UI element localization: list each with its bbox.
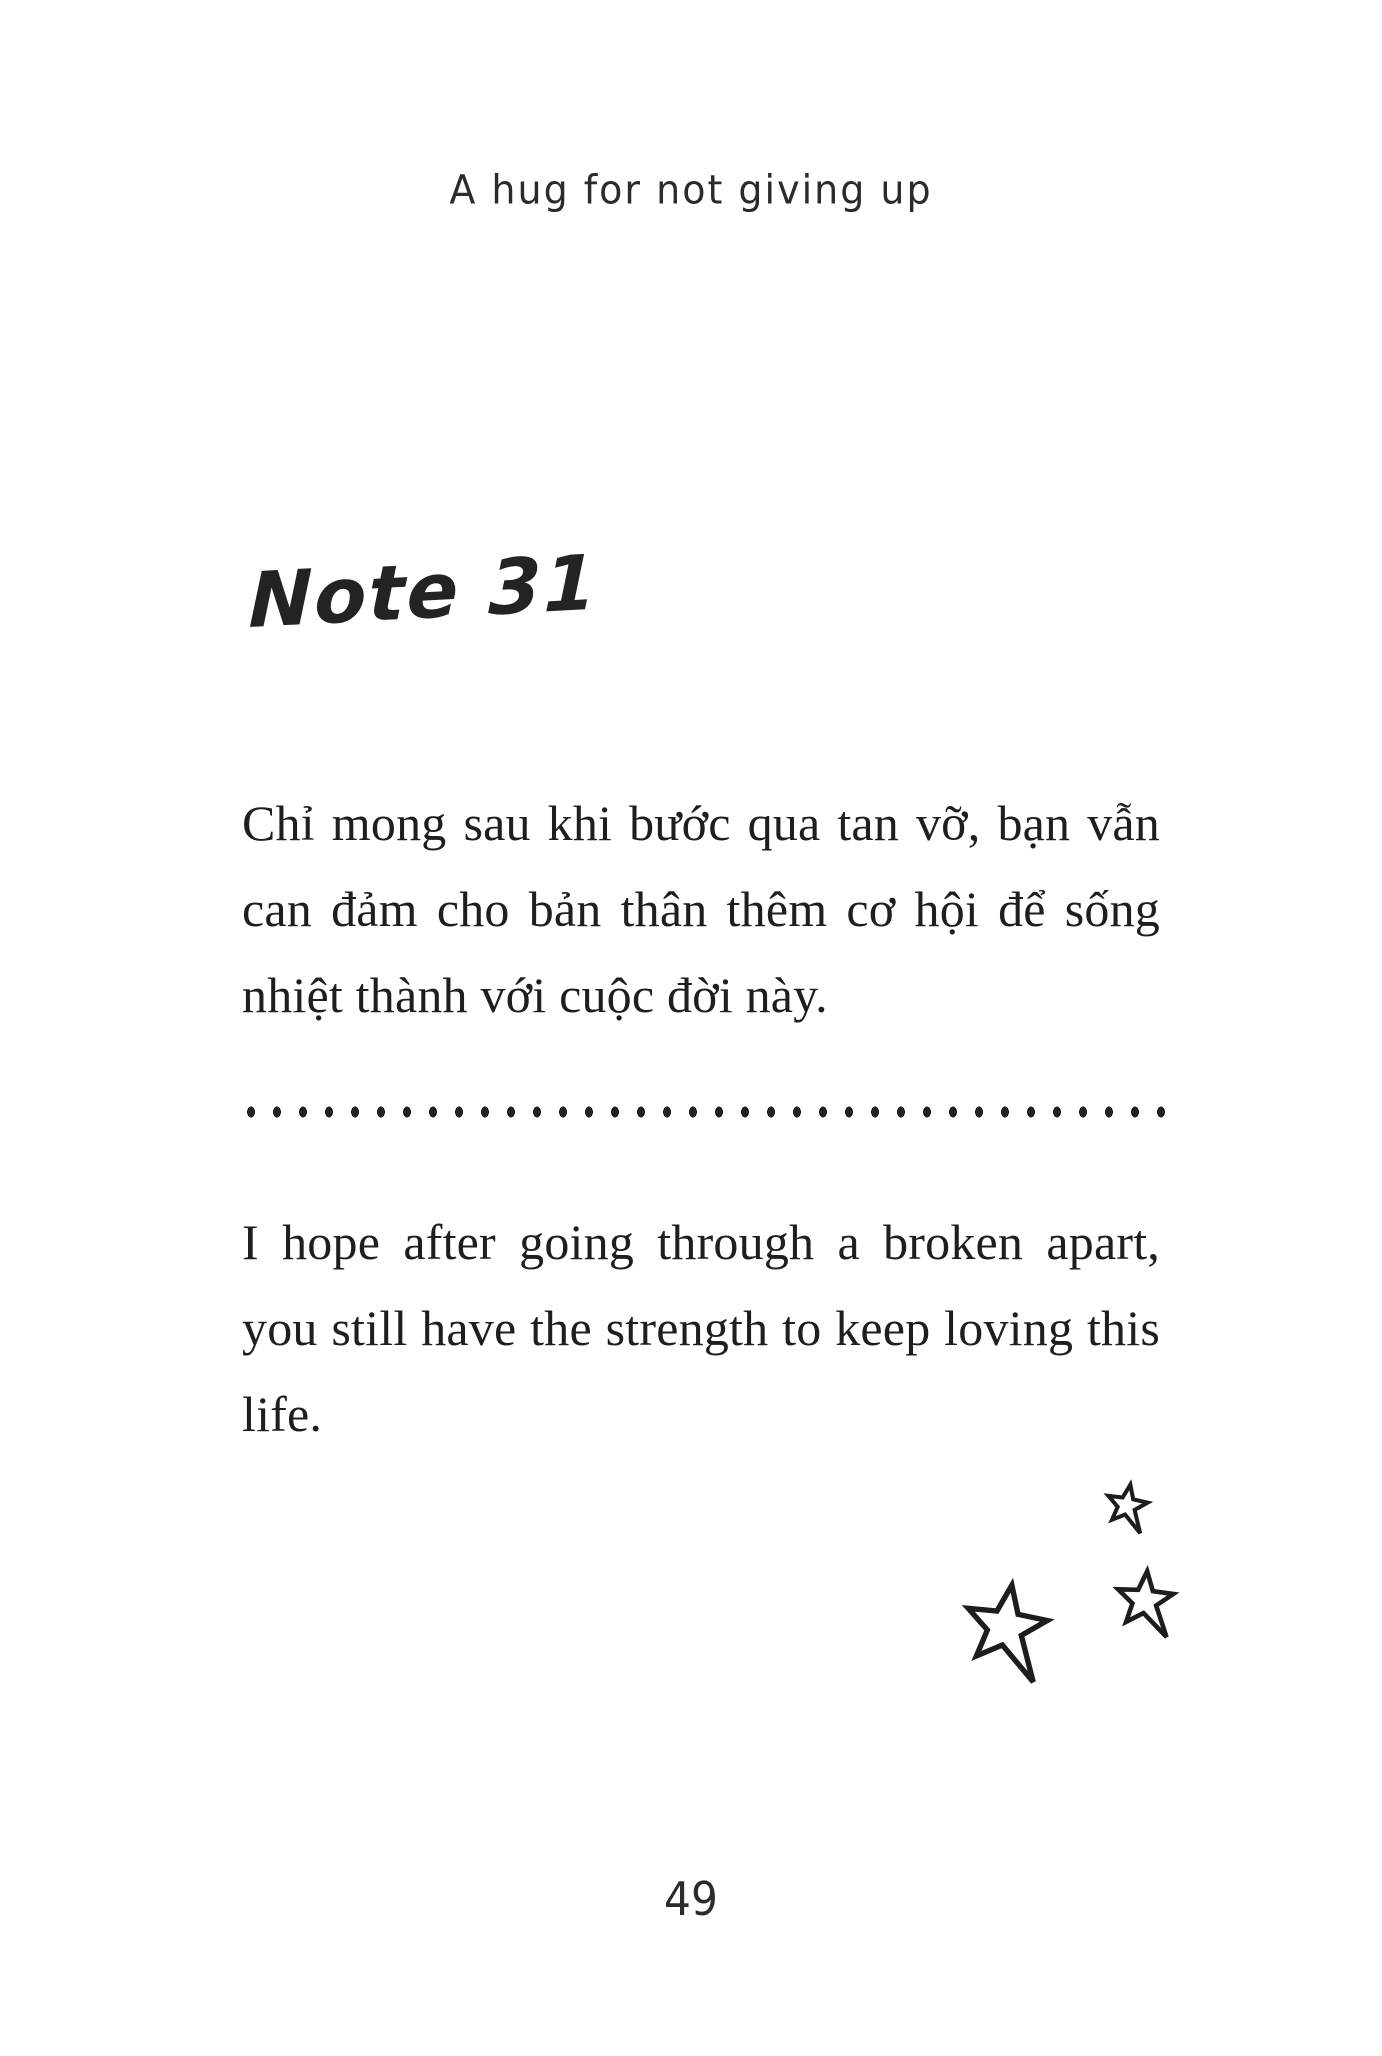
text-line: I hope after going through a broken apart, <box>242 1214 1160 1270</box>
text-line: you still have the strength to keep loving this <box>242 1300 1160 1356</box>
text-line: nhiệt thành với cuộc đời này. <box>242 967 828 1023</box>
dotted-separator <box>242 1103 1176 1121</box>
star-icon <box>944 1571 1064 1694</box>
star-icon <box>1105 1561 1184 1647</box>
vietnamese-paragraph <box>242 780 1160 1038</box>
english-paragraph <box>242 1199 1160 1457</box>
text-line: Chỉ mong sau khi bước qua tan vỡ, bạn vẫn <box>242 795 1160 851</box>
page-number: 49 <box>664 1872 718 1926</box>
note-title: Note 31 <box>248 537 599 645</box>
text-line: can đảm cho bản thân thêm cơ hội để sống <box>242 881 1160 937</box>
running-header: A hug for not giving up <box>449 166 933 214</box>
text-line: life. <box>242 1386 323 1442</box>
star-icon <box>1096 1476 1157 1540</box>
